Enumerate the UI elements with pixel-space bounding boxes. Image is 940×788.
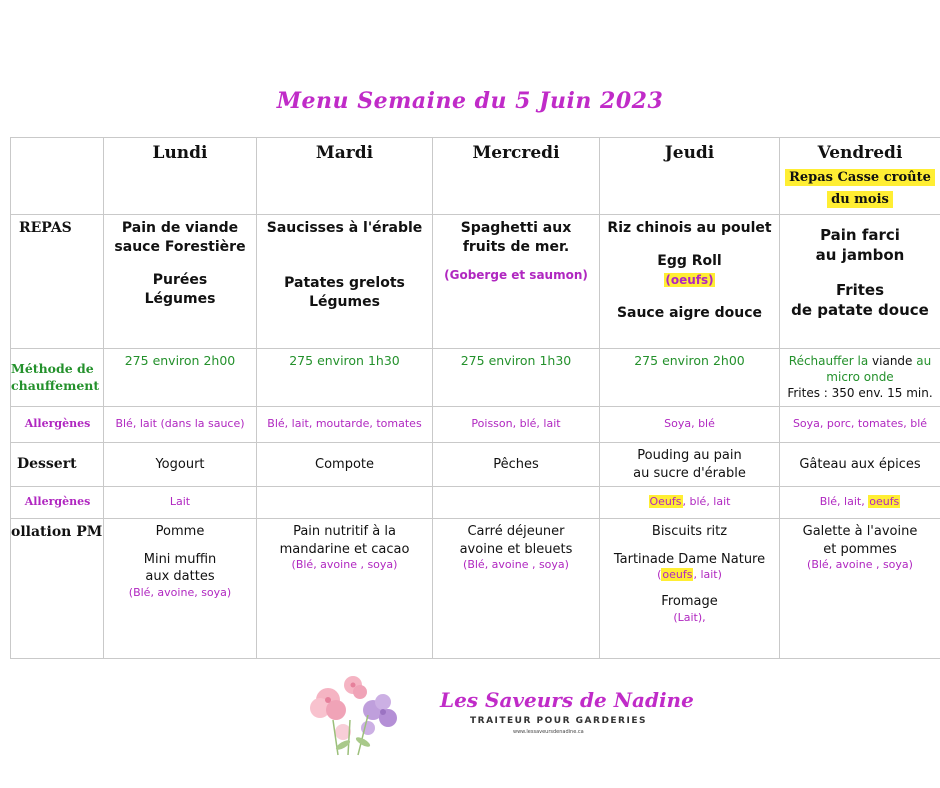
collation-jeudi-allergens-2: (Lait), (673, 610, 706, 624)
dessert-vendredi: Gâteau aux épices (780, 443, 940, 487)
repas-jeudi (600, 215, 780, 349)
brand-name: Les Saveurs de Nadine (440, 688, 694, 712)
collation-mercredi-allergens: (Blé, avoine , soya) (463, 558, 569, 572)
collation-lundi (104, 519, 257, 659)
row-label-allergenes-2: Allergènes (11, 487, 104, 519)
brand-tagline: TRAITEUR POUR GARDERIES (470, 716, 647, 726)
collation-mardi-1: Pain nutritif à la (293, 524, 396, 540)
repas-mercredi (433, 215, 600, 349)
repas-vendredi-1: Pain farci (820, 226, 900, 244)
header-row (11, 138, 940, 215)
allergenes2-jeudi-oeufs: Oeufs (649, 495, 682, 509)
collation-lundi-1: Pomme (155, 524, 205, 540)
collation-mardi-allergens: (Blé, avoine , soya) (291, 558, 398, 572)
dessert-row (11, 443, 940, 487)
collation-lundi-allergens: (Blé, avoine, soya) (128, 585, 232, 599)
allergenes-row (11, 407, 940, 443)
allergenes-jeudi: Soya, blé (600, 407, 780, 443)
repas-lundi-4: Légumes (144, 290, 216, 307)
day-lundi: Lundi (104, 138, 257, 215)
repas-lundi-2: sauce Forestière (114, 238, 246, 255)
collation-vendredi-allergens: (Blé, avoine , soya) (807, 558, 913, 572)
allergenes2-row (11, 487, 940, 519)
repas-jeudi-allergen-note: (oeufs) (665, 272, 714, 287)
collation-vendredi-1: Galette à l'avoine (802, 524, 918, 540)
allergenes-vendredi: Soya, porc, tomates, blé (780, 407, 940, 443)
methode-mercredi: 275 environ 1h30 (433, 349, 600, 407)
repas-jeudi-2: Egg Roll (657, 252, 722, 269)
repas-mardi-1: Saucisses à l'érable (266, 220, 423, 236)
repas-mercredi-allergen-note: (Goberge et saumon) (444, 267, 588, 282)
row-label-dessert: Dessert (11, 443, 104, 487)
day-mercredi: Mercredi (433, 138, 600, 215)
collation-vendredi (780, 519, 940, 659)
dessert-mardi: Compote (257, 443, 433, 487)
collation-lundi-3: aux dattes (145, 569, 215, 585)
dessert-mercredi: Pêches (433, 443, 600, 487)
collation-jeudi-3: Fromage (661, 594, 718, 610)
methode-label-2: chauffement (11, 377, 100, 393)
allergenes2-mardi (257, 487, 433, 519)
dessert-lundi: Yogourt (104, 443, 257, 487)
allergenes2-lundi: Lait (104, 487, 257, 519)
repas-mercredi-1: Spaghetti aux (460, 220, 572, 236)
repas-vendredi-4: de patate douce (791, 300, 929, 319)
collation-mercredi-1: Carré déjeuner (467, 524, 565, 540)
methode-vendredi-2: viande (872, 354, 913, 368)
day-mardi: Mardi (257, 138, 433, 215)
day-vendredi: Vendredi (817, 143, 903, 163)
methode-row (11, 349, 940, 407)
friday-note-line1: Repas Casse croûte (785, 169, 935, 187)
repas-lundi-1: Pain de viande (121, 220, 239, 236)
allergenes2-jeudi (600, 487, 780, 519)
row-label-repas: REPAS (11, 215, 104, 349)
collation-jeudi-1: Biscuits ritz (651, 524, 728, 540)
collation-jeudi (600, 519, 780, 659)
allergenes-lundi: Blé, lait (dans la sauce) (104, 407, 257, 443)
dessert-jeudi-1: Pouding au pain (637, 448, 742, 463)
allergenes-mardi: Blé, lait, moutarde, tomates (257, 407, 433, 443)
collation-mercredi-2: avoine et bleuets (459, 541, 573, 557)
collation-jeudi-lait: , lait) (693, 568, 722, 582)
collation-jeudi-oeufs: oeufs (662, 568, 693, 582)
allergenes2-vendredi (780, 487, 940, 519)
allergenes2-vendredi-rest: Blé, lait, (819, 495, 869, 509)
flower-logo-icon (298, 660, 418, 760)
dessert-jeudi-2: au sucre d'érable (633, 465, 746, 481)
repas-lundi (104, 215, 257, 349)
allergenes2-mercredi (433, 487, 600, 519)
methode-vendredi-4: micro onde (826, 370, 894, 385)
weekly-menu-table (10, 137, 940, 659)
repas-mercredi-2: fruits de mer. (462, 238, 570, 255)
collation-jeudi-paren-open: ( (657, 568, 662, 582)
methode-vendredi-1: Réchauffer la (788, 354, 869, 368)
methode-lundi: 275 environ 2h00 (104, 349, 257, 407)
collation-mardi (257, 519, 433, 659)
collation-row (11, 519, 940, 659)
methode-mardi: 275 environ 1h30 (257, 349, 433, 407)
allergenes-mercredi: Poisson, blé, lait (433, 407, 600, 443)
methode-jeudi: 275 environ 2h00 (600, 349, 780, 407)
day-jeudi: Jeudi (600, 138, 780, 215)
repas-mardi-3: Légumes (309, 293, 380, 310)
collation-vendredi-2: et pommes (823, 541, 897, 557)
collation-mardi-2: mandarine et cacao (279, 541, 410, 557)
methode-vendredi-5: Frites : 350 env. 15 min. (787, 386, 933, 401)
repas-vendredi-2: au jambon (815, 246, 905, 265)
methode-vendredi-3: au (916, 354, 932, 368)
collation-mercredi (433, 519, 600, 659)
day-vendredi-cell (780, 138, 940, 215)
collation-jeudi-2: Tartinade Dame Nature (613, 551, 766, 567)
menu-title: Menu Semaine du 5 Juin 2023 (276, 88, 664, 114)
dessert-jeudi (600, 443, 780, 487)
repas-vendredi-3: Frites (835, 280, 885, 299)
repas-row (11, 215, 940, 349)
row-label-allergenes: Allergènes (11, 407, 104, 443)
methode-label-1: Méthode de (11, 360, 94, 376)
row-label-collation: ollation PM (11, 519, 104, 659)
repas-jeudi-3: Sauce aigre douce (616, 304, 763, 321)
collation-lundi-2: Mini muffin (143, 551, 217, 567)
methode-vendredi (780, 349, 940, 407)
repas-lundi-3: Purées (152, 271, 208, 288)
allergenes2-vendredi-oeufs: oeufs (869, 495, 900, 509)
repas-jeudi-1: Riz chinois au poulet (607, 220, 772, 236)
repas-mardi (257, 215, 433, 349)
repas-vendredi (780, 215, 940, 349)
repas-mardi-2: Patates grelots (284, 274, 405, 291)
corner-cell (11, 138, 104, 215)
friday-note-line2: du mois (827, 191, 893, 209)
row-label-methode (11, 349, 104, 407)
allergenes2-jeudi-rest: , blé, lait (682, 495, 731, 509)
brand-website: www.lessaveursdenadine.ca (513, 729, 584, 735)
